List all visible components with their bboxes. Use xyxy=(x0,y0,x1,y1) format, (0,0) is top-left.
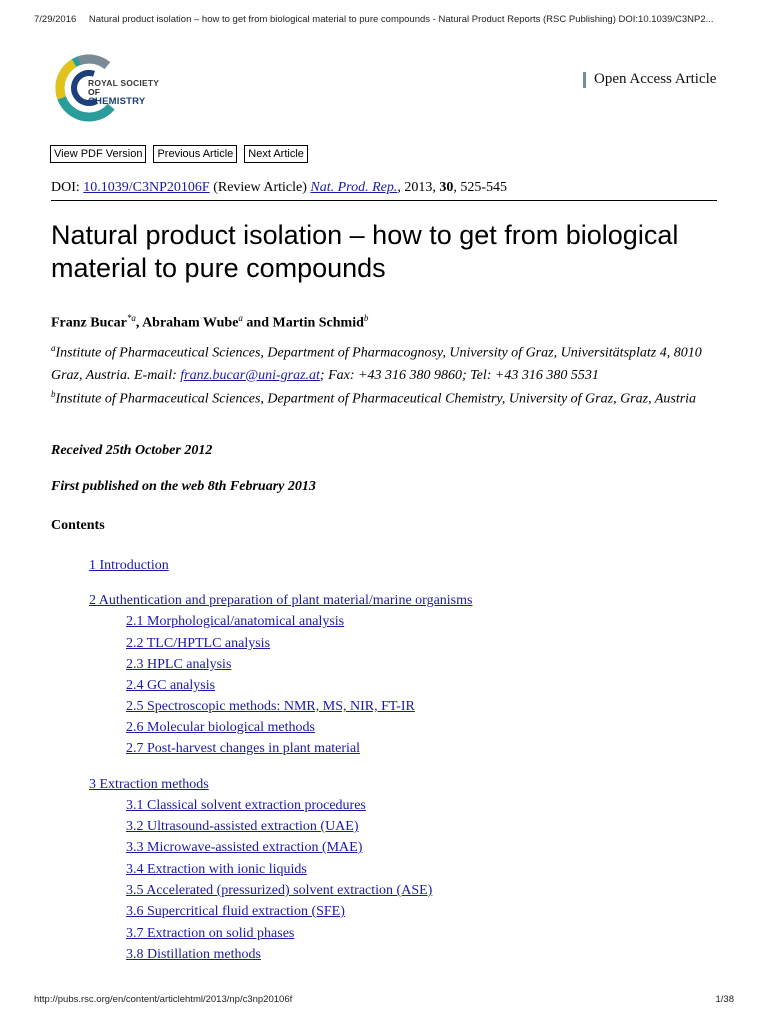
citation-pages: , 525-545 xyxy=(453,180,508,195)
print-footer xyxy=(34,994,734,1005)
toc-link[interactable]: 3.2 Ultrasound-assisted extraction (UAE) xyxy=(126,819,359,834)
citation-volume: 30 xyxy=(439,180,454,195)
toc-link[interactable]: 2.6 Molecular biological methods xyxy=(126,720,315,735)
toc-link[interactable]: 3.4 Extraction with ionic liquids xyxy=(126,862,307,877)
toc-link[interactable]: 3.1 Classical solvent extraction procedures xyxy=(126,798,366,813)
author-list: Franz Bucar$^{*a}$, Abraham Wube$^a$ and Martin Schmid$^b$ xyxy=(51,313,369,331)
footer-page-number: 1/38 xyxy=(715,994,734,1005)
affiliation-a-contact: ; Fax: +43 316 380 9860; Tel: +43 316 380 5531 xyxy=(319,367,599,383)
rsc-logo-text xyxy=(88,79,159,106)
article-title: Natural product isolation – how to get from biological material to pure compounds xyxy=(51,220,679,283)
toc-link[interactable]: 3.5 Accelerated (pressurized) solvent extraction (ASE) xyxy=(126,883,433,898)
doi-label: DOI: xyxy=(51,180,80,195)
toc-link[interactable]: 2.3 HPLC analysis xyxy=(126,657,232,672)
citation-year: , 2013, xyxy=(397,180,436,195)
view-pdf-button[interactable]: View PDF Version xyxy=(50,145,146,163)
affiliation-b-sup: b xyxy=(51,389,56,399)
print-date: 7/29/2016 xyxy=(34,14,77,25)
received-date: Received 25th October 2012 xyxy=(51,443,213,458)
doi-link[interactable]: 10.1039/C3NP20106F xyxy=(83,180,210,195)
affiliation-b-text: Institute of Pharmaceutical Sciences, Department of Pharmaceutical Chemistry, University of Graz, Graz, Austria xyxy=(55,391,697,407)
next-article-button[interactable]: Next Article xyxy=(244,145,308,163)
citation-line xyxy=(51,180,717,201)
toc-link[interactable]: 3.7 Extraction on solid phases xyxy=(126,926,295,941)
open-access-label: Open Access Article xyxy=(594,71,717,87)
toc-link[interactable]: 3 Extraction methods xyxy=(89,777,209,792)
affiliation-a-text: Institute of Pharmaceutical Sciences, Department of Pharmacognosy, University of Graz, Universitätsplatz 4, 8010 Graz, Austria. E-mail: xyxy=(51,345,702,383)
toc-link[interactable]: 2.2 TLC/HPTLC analysis xyxy=(126,636,271,651)
toc-link[interactable]: 2.1 Morphological/anatomical analysis xyxy=(126,614,345,629)
article-type: (Review Article) xyxy=(213,180,307,195)
article-nav xyxy=(50,145,308,163)
author-3-sup: b xyxy=(363,313,369,323)
previous-article-button[interactable]: Previous Article xyxy=(153,145,237,163)
toc-link[interactable]: 2.7 Post-harvest changes in plant material xyxy=(126,741,361,756)
open-access-icon xyxy=(583,72,586,88)
published-date: First published on the web 8th February 2013 xyxy=(51,479,316,494)
toc-link[interactable]: 1 Introduction xyxy=(89,558,169,573)
toc-link[interactable]: 2.5 Spectroscopic methods: NMR, MS, NIR, FT-IR xyxy=(126,699,415,714)
affiliation-a-sup: a xyxy=(51,343,56,353)
author-1-sup: *a xyxy=(126,313,136,323)
affiliation-a xyxy=(51,337,731,387)
logo-line-3: CHEMISTRY xyxy=(88,96,146,107)
affiliation-b xyxy=(51,383,731,411)
author-2-sup: a xyxy=(238,313,243,323)
author-1: Franz Bucar xyxy=(51,315,127,331)
toc-link[interactable]: 2.4 GC analysis xyxy=(126,678,216,693)
footer-url: http://pubs.rsc.org/en/content/articlehtml/2013/np/c3np20106f xyxy=(34,994,293,1005)
journal-link[interactable]: Nat. Prod. Rep. xyxy=(310,180,398,195)
open-access-badge xyxy=(583,71,716,88)
author-email-link[interactable]: franz.bucar@uni-graz.at xyxy=(180,367,320,383)
logo-line-1: ROYAL SOCIETY xyxy=(88,78,160,88)
author-2: Abraham Wube xyxy=(142,315,239,331)
toc-link[interactable]: 3.6 Supercritical fluid extraction (SFE) xyxy=(126,904,345,919)
author-3: Martin Schmid xyxy=(272,315,364,331)
toc-link[interactable]: 2 Authentication and preparation of plant material/marine organisms xyxy=(89,593,473,608)
toc-link[interactable]: 3.8 Distillation methods xyxy=(126,947,261,962)
toc-link[interactable]: 3.3 Microwave-assisted extraction (MAE) xyxy=(126,840,363,855)
print-header xyxy=(34,14,754,25)
contents-heading: Contents xyxy=(51,518,105,533)
logo-line-2: OF xyxy=(88,87,101,97)
print-page-title: Natural product isolation – how to get from biological material to pure compounds - Natural Product Reports (RSC Publishing) DOI:10.1039/C3NP2... xyxy=(88,14,714,25)
